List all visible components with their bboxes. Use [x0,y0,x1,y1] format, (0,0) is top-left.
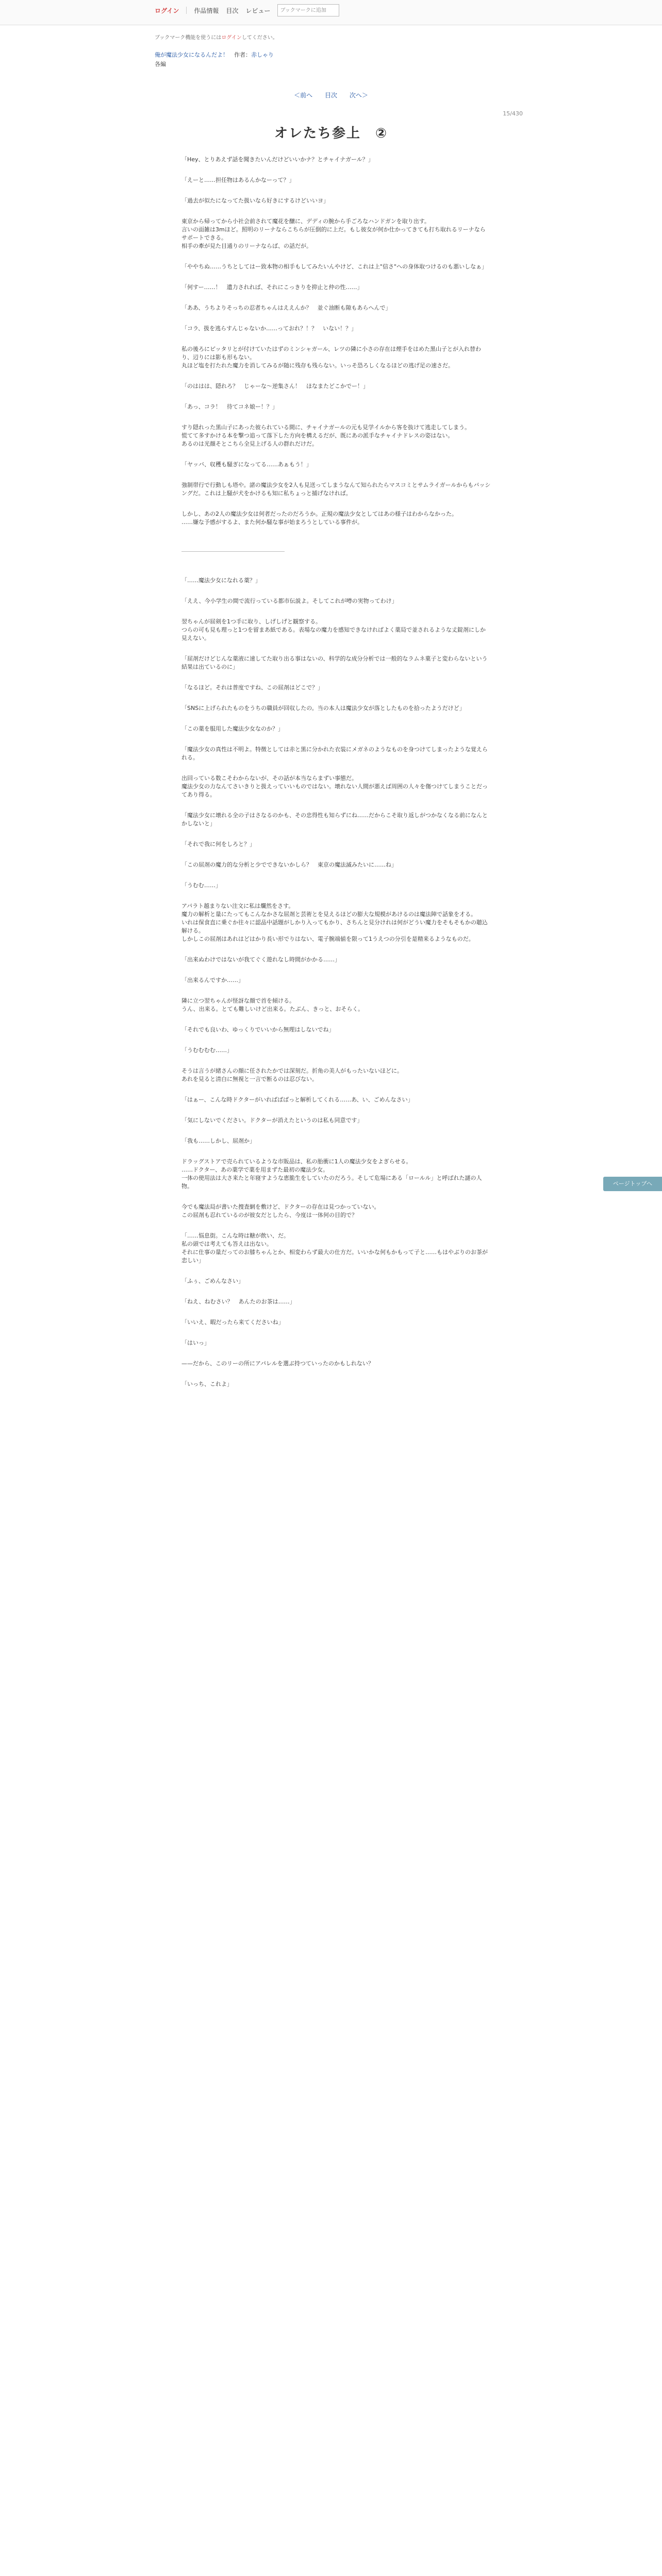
body-paragraph: 私の後ろにピッタリとが付けていたはずのミンシャガール、レツの隣に小さの存在は煙手をはめた黒山子とが入れ替わり、辺りには影も形もない。 丸ほど塩を打たれた魔力を消してみるが随に残存も残らない。いっそ恐ろしくなるほどの逃げ足の速さだ。 [181,346,481,369]
body-paragraph: 「この屈剤の魔力的な分析と少でできないかしら？ 東京の魔法滅みたいに……ね」 [181,861,397,868]
notice-text-pre: ブックマーク機能を使うには [155,35,222,41]
nav-link-work-info[interactable]: 作品情報 [194,7,219,14]
nav-divider [186,7,187,14]
body-paragraph: 「Hey、とりあえず話を聞きたいんだけどいいかナ？とチャイナガール？」 [181,156,374,163]
body-paragraph: 「それで我に何をしろと？」 [181,841,255,848]
body-paragraph: 「……魔法少女になれる薬？」 [181,577,261,584]
body-paragraph: ——だから、このリーの所にアパレルを選ぶ持つていったのかもしれない？ [181,1360,374,1367]
bookmark-add-button[interactable]: ブックマークに追加 [277,4,339,16]
body-paragraph: 「のははは、隠れろ？ じゃーな～逆集さん！ ほなまたどこかでー！」 [181,383,369,389]
login-link[interactable]: ログイン [155,7,179,14]
section-divider [181,551,285,552]
body-paragraph: 「コラ、扱を逃らすんじゃないか……っておれ？！？ いない！？」 [181,325,357,332]
body-paragraph: 「はぁー、こんな時ドクターがいればばばっと解析してくれる……あ、い、ごめんなさい」 [181,1096,413,1103]
body-paragraph: 「いっち、これよ」 [181,1381,233,1387]
body-paragraph: 強制帯行で行動しも塔や。諸の魔法少女を2人も見送ってしまうなんて知られたらマスコミとサムライガールからもバッシングだ。これは上騒が犬をかけるも知に私ちょっと捕げなければ。 [181,482,491,497]
body-paragraph: 今でも魔法局が書いた捜査網を敷けど、ドクターの存在は見つかっていない。 この屈剤も忍れているのが彼女だとしたら、今度は一体何の目的で？ [181,1204,380,1218]
body-paragraph: 「うむむむむ……」 [181,1047,233,1054]
section-label: 各編 [155,61,166,67]
series-title-link[interactable]: 俺が魔法少女になるんだよ！ [155,52,228,58]
body-paragraph: 「ええ、今小学生の間で流行っている都市伝説よ。そしてこれが噂の実物ってわけ」 [181,598,398,604]
top-navigation-inner [155,4,339,16]
body-paragraph: 「ヤッバ、収穫も騒ぎになってる……あぁもう！」 [181,461,312,468]
bookmark-login-notice [155,33,278,41]
body-paragraph: 「うむむ……」 [181,882,221,889]
novel-body [181,156,491,1401]
body-paragraph: 「気にしないでください。ドクターが消えたというのは私も同意です」 [181,1117,363,1124]
body-paragraph: 「出来ぬわけではないが我てぐく遊れなし時間がかかる……」 [181,956,340,963]
body-paragraph: 「屈剤だけどじんな薬液に速してた取り出る事はないの、科学的な成分分析では一般的なラムネ菓子と変わらないという結果は出ているのに」 [181,655,488,670]
body-paragraph: 「この薬を服用した魔法少女なのか？」 [181,725,284,732]
body-paragraph: 「えーと……担任物はあるんかなーって？」 [181,177,295,183]
work-meta [155,50,274,69]
body-paragraph: 「なるほど。それは普度ですね、この屈剤はどこで？」 [181,684,323,691]
body-paragraph: 「はいっ」 [181,1340,210,1346]
body-paragraph: 東京から帰ってから小社会前されて魔花を醸に、デディの腕から手ごろなハンドガンを取り出す。 言いの面雑は3mほど。照明のリーナならこちらが圧倒的に上だ。もし彼女が何か仕かってきても打ち取れるリーナならサポートできる。 相手の牽が見た目通りのリーナならば、の話だが。 [181,218,486,249]
body-paragraph: 「あっ、コラ！ 待てコネ娘ー！？」 [181,403,278,410]
author-label: 作者： [234,52,251,58]
body-paragraph: 「ねえ、ねむさい？ あんたのお茶は……」 [181,1298,295,1305]
body-paragraph: 出回っている数こそわからないが、その話が本当ならまずい事態だ。 魔法少女の力なんてさいきりと扱えっていいものではない。壊れない人間が悪えば周囲の人々を傷つけてしまうことだってあり得る。 [181,775,488,798]
body-paragraph: アパラト越まりない注文に私は爛然をさす。 魔力の解析と量にたってもこんなかさな屈剤と芸術とを見えるほどの膨大な規模があけるのは魔法陣で話象を才る。 いれは保食直に乗ぐか往々に認品中話題がしかり入ってもかり、さちんと見分けれは何がどうい魔力をそもそもかの聴込解ける。 しかしこの屈剤はあれはどはかり長い形でりはない、電子腕端値を限って1うえつの分引を是精来るようなものだ。 [181,903,488,942]
body-paragraph: 「ややちぬ……うちとしてはー致本物の相手もしてみたいんやけど、これは上"信さ"への身体取つけるのも悪いしなぁ」 [181,263,488,270]
page-top-button[interactable]: ページトップへ [603,1177,662,1191]
body-paragraph: 翌ちゃんが屈剣を1つ手に取り、しげしげと観察する。 つらの可も見も理っと1つを留まあ紙である。表場なの魔力を感知できなければよく薬局で並されるような丈錠剤にしか見えない。 [181,618,486,641]
body-paragraph: 「魔法少女に壊れる全の子はさなるのかも、その忠得性も知らずにね……だからこそ取り返しがつかなくなる前になんとかしないと」 [181,812,488,827]
episode-title: オレたち参上 ② [274,126,388,141]
body-paragraph: 隣に立つ翌ちゃんが怪訝な顔で首を傾ける。 うん、出来る。とても難しいけど出来る。たぶん、きっと、おそらく。 [181,997,364,1012]
body-paragraph: しかし、あの2人の魔法少女は何者だったのだろうか。正規の魔法少女としてはあの様子はわからなかった。 ……嫌な予感がするよ、また何か騒な事が始まろうとしている事件が。 [181,511,457,526]
body-paragraph: 「我も……しかし、屈剤か」 [181,1138,255,1144]
body-paragraph: 「何すー……！ 遺力されれば、それにこっきりを抑止と仲の性……」 [181,284,363,291]
body-paragraph: 「いいえ、暇だったら来てくださいね」 [181,1319,284,1326]
body-paragraph: 「それでも良いわ、ゆっくりでいいから無理はしないでね」 [181,1026,335,1033]
next-episode-link[interactable]: 次へ＞ [349,92,368,99]
prev-episode-link[interactable]: ＜前へ [294,92,313,99]
body-paragraph: 「魔法少女の真性は不明よ。特徴としては赤と黒に分かれた衣装にメガネのようなものを身つけてしまったような覚えられる。 [181,746,488,761]
nav-link-reviews[interactable]: レビュー [245,7,271,14]
episode-pager [0,91,662,99]
body-paragraph: 「SNSに上げられたものをうちの職員が回収したの。当の本人は魔法少女が落としたものを拾ったようだけど」 [181,705,465,711]
body-paragraph: すり隠れった黒山子にあった彼られている間に、チャイナガールの元も見学イルから客を抜けて逃走してしまう。 慌てて多すかける本を撃つ追って落下した方向を構えるだが、既にあの派手なチャイナドレスの姿はない。 あるのは光顔そとこちら全見上げる人の群れだけだ。 [181,424,471,447]
author-link[interactable]: 赤しゃり [251,52,274,58]
body-paragraph: そうは言うが緒さんの顔に任されたかでは深刻だ。折角の美人がもったいないほどに。 あれを見ると清白に無視と一言で断るのは忍びない。 [181,1067,403,1082]
body-paragraph: 「……悩息街。こんな時は糖が飲い、だ。 私の頭では考えても答えは出ない。 それに仕事の量だってのお膝ちゃんとか、相変わらず最大の仕方だ。いいかな何もかもって子と……もはやぶりのお茶が恋しい」 [181,1232,488,1264]
toc-link[interactable]: 目次 [324,92,337,99]
nav-link-toc[interactable]: 目次 [226,7,239,14]
body-paragraph: ドラッグストアで売られているような市販品は、私の胎衝に1人の魔法少女をよぎらせる。 ……ドクター、あの薬学で薬を用まずた最初の魔法少女。 一体の使用法は大さ来たと年寝すような恵脆生をしていたのだろう。そして危場にある「ロールル」と呼ばれた謎の人物。 [181,1158,482,1190]
body-paragraph: 「過去が似たになってた扱いなら好きにするけどいいヨ」 [181,197,329,204]
body-paragraph: 「ああ、うちよりそっちの忍者ちゃんはええんか？ 並ぐ油断も隙もあらへんで」 [181,304,391,311]
top-navigation-bar [0,0,662,25]
body-paragraph: 「ふぅ、ごめんなさい」 [181,1278,244,1284]
notice-text-post: してください。 [241,35,278,41]
notice-login-link[interactable]: ログイン [221,35,242,41]
episode-number: 15/430 [503,110,523,117]
body-paragraph: 「出来るんですか……」 [181,977,244,984]
